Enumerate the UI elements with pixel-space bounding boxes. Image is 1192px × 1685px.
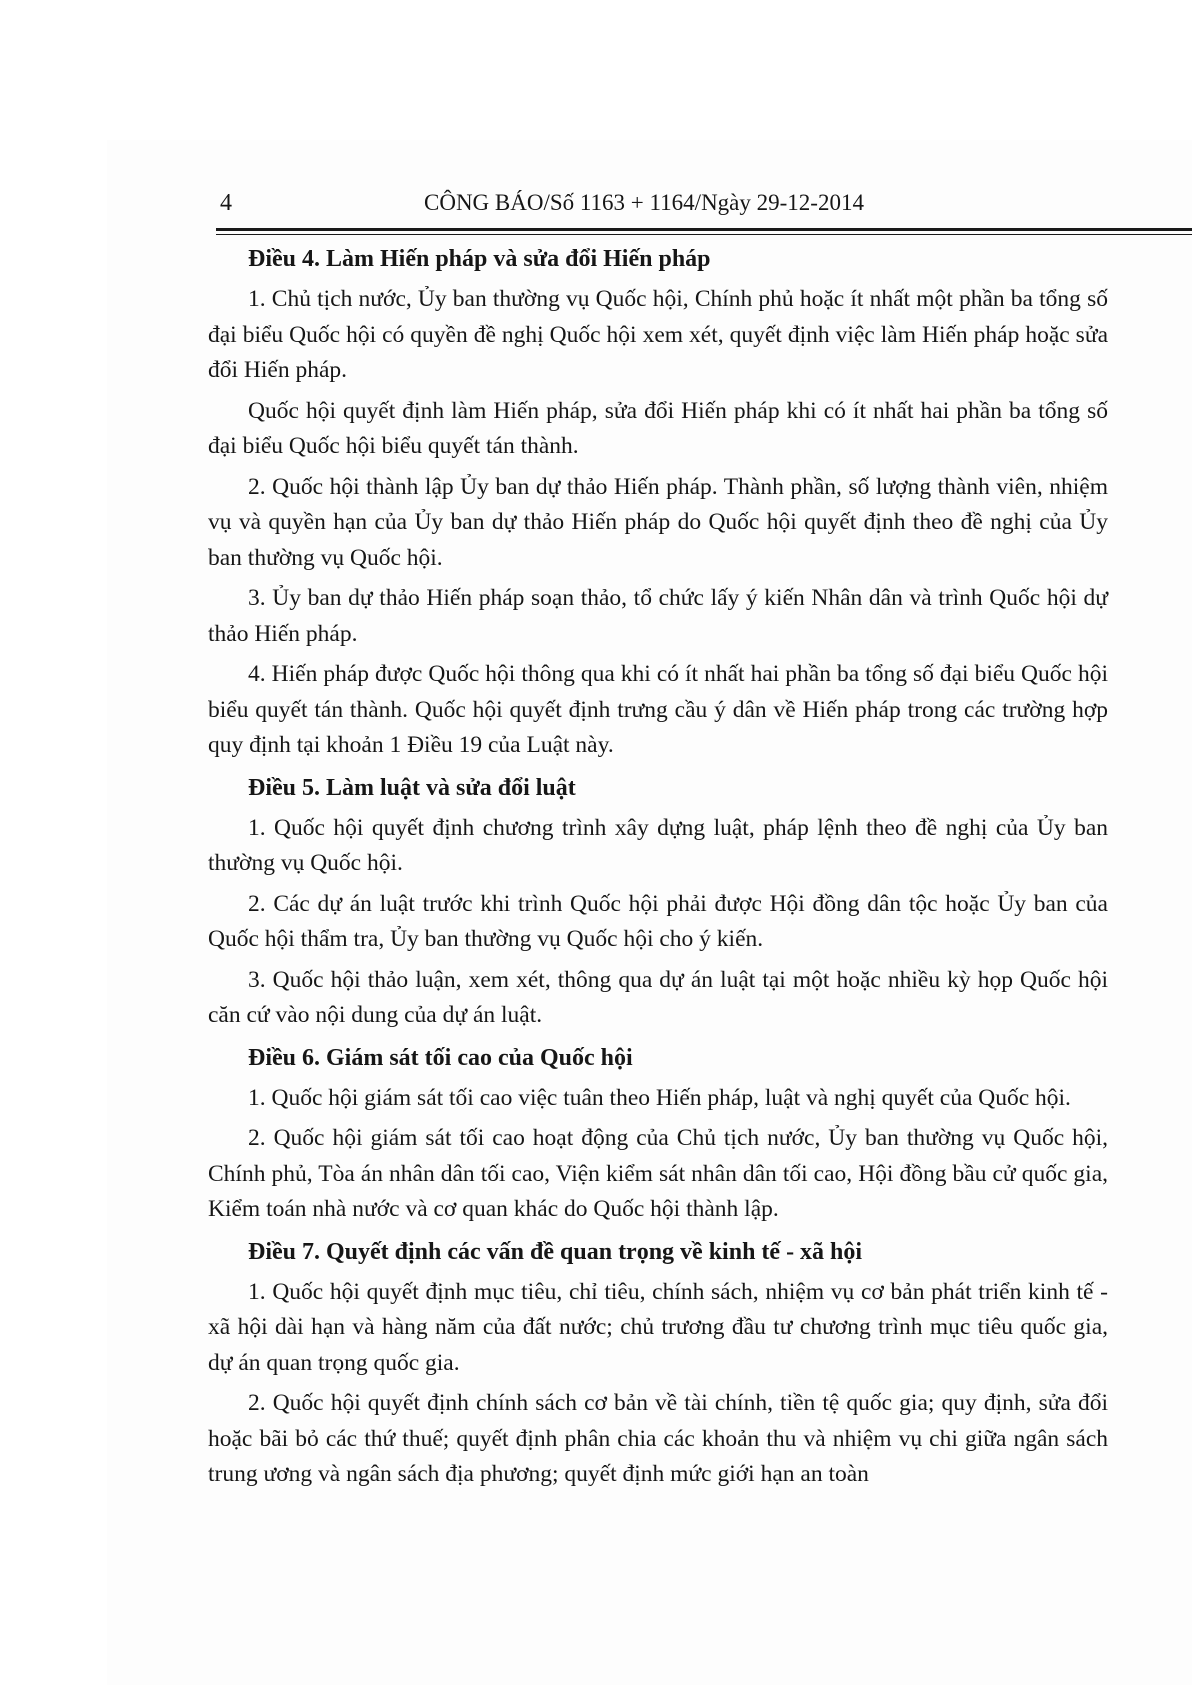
document-body [208,236,1108,1498]
article-heading: Điều 7. Quyết định các vấn đề quan trọng về kinh tế - xã hội [248,1238,863,1265]
article-paragraph: 1. Quốc hội giám sát tối cao việc tuân theo Hiến pháp, luật và nghị quyết của Quốc hội. [248,1084,1071,1111]
article-paragraph: 2. Quốc hội quyết định chính sách cơ bản về tài chính, tiền tệ quốc gia; quy định, sửa đổi hoặc bãi bỏ các thứ thuế; quyết định phân chia các khoản thu và nhiệm vụ chi giữa ngân sách trung ương và ngân sách địa phương; quyết định mức giới hạn an toàn [208,1390,1108,1487]
article-paragraph: 2. Quốc hội giám sát tối cao hoạt động của Chủ tịch nước, Ủy ban thường vụ Quốc hội, Chính phủ, Tòa án nhân dân tối cao, Viện kiểm sát nhân dân tối cao, Hội đồng bầu cử quốc gia, Kiểm toán nhà nước và cơ quan khác do Quốc hội thành lập. [208,1125,1108,1222]
article-paragraph: 4. Hiến pháp được Quốc hội thông qua khi có ít nhất hai phần ba tổng số đại biểu Quốc hội biểu quyết tán thành. Quốc hội quyết định trưng cầu ý dân về Hiến pháp trong các trường hợp quy định tại khoản 1 Điều 19 của Luật này. [208,661,1108,758]
gazette-title: CÔNG BÁO/Số 1163 + 1164/Ngày 29-12-2014 [424,190,864,215]
article-paragraph: Quốc hội quyết định làm Hiến pháp, sửa đổi Hiến pháp khi có ít nhất hai phần ba tổng số đại biểu Quốc hội biểu quyết tán thành. [208,397,1108,459]
article-paragraph: 1. Chủ tịch nước, Ủy ban thường vụ Quốc hội, Chính phủ hoặc ít nhất một phần ba tổng số đại biểu Quốc hội có quyền đề nghị Quốc hội xem xét, quyết định việc làm Hiến pháp hoặc sửa đổi Hiến pháp. [208,286,1108,383]
article-paragraph: 2. Các dự án luật trước khi trình Quốc hội phải được Hội đồng dân tộc hoặc Ủy ban của Quốc hội thẩm tra, Ủy ban thường vụ Quốc hội cho ý kiến. [208,890,1108,952]
article-paragraph: 1. Quốc hội quyết định mục tiêu, chỉ tiêu, chính sách, nhiệm vụ cơ bản phát triển kinh tế - xã hội dài hạn và hàng năm của đất nước; chủ trương đầu tư chương trình mục tiêu quốc gia, dự án quan trọng quốc gia. [208,1278,1108,1376]
article-paragraph: 3. Ủy ban dự thảo Hiến pháp soạn thảo, tổ chức lấy ý kiến Nhân dân và trình Quốc hội dự thảo Hiến pháp. [208,585,1108,647]
article-heading: Điều 6. Giám sát tối cao của Quốc hội [248,1044,633,1071]
page-number: 4 [220,190,232,216]
article-paragraph: 3. Quốc hội thảo luận, xem xét, thông qua dự án luật tại một hoặc nhiều kỳ họp Quốc hội căn cứ vào nội dung của dự án luật. [208,966,1108,1028]
page-header [216,188,1192,224]
header-rule-thin [216,234,1192,235]
article-6 [208,1039,1108,1228]
article-heading: Điều 4. Làm Hiến pháp và sửa đổi Hiến pháp [248,246,711,272]
article-7 [208,1233,1108,1493]
article-paragraph: 1. Quốc hội quyết định chương trình xây dựng luật, pháp lệnh theo đề nghị của Ủy ban thường vụ Quốc hội. [208,814,1108,876]
article-4 [208,240,1108,764]
article-5 [208,769,1108,1034]
article-paragraph: 2. Quốc hội thành lập Ủy ban dự thảo Hiến pháp. Thành phần, số lượng thành viên, nhiệm vụ và quyền hạn của Ủy ban dự thảo Hiến pháp do Quốc hội quyết định theo đề nghị của Ủy ban thường vụ Quốc hội. [208,473,1108,571]
header-rule-thick [216,228,1192,231]
article-heading: Điều 5. Làm luật và sửa đổi luật [248,774,576,801]
